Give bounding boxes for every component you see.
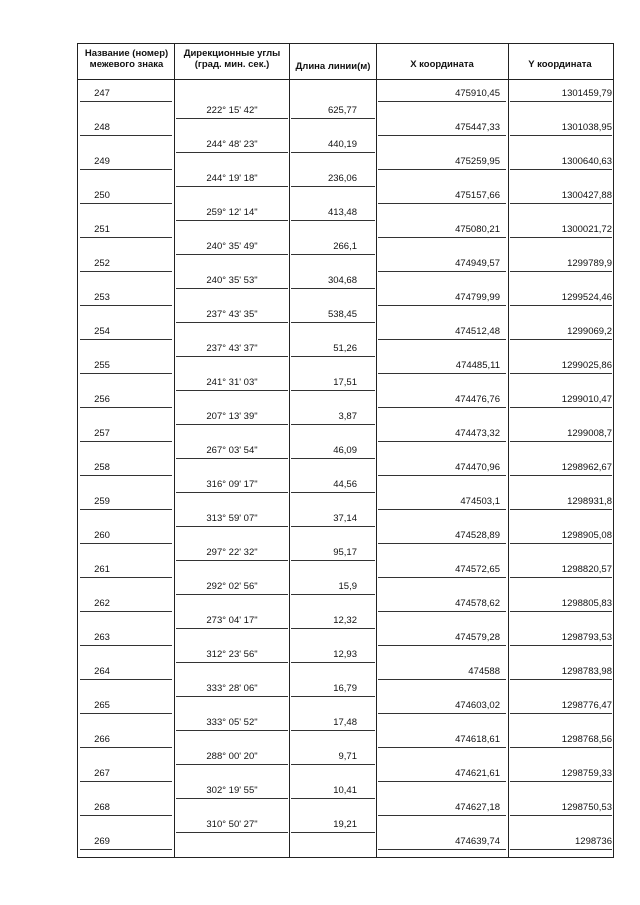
row-underline: [378, 781, 506, 782]
direction-angle: 244° 48' 23": [206, 139, 258, 150]
header-mark-name: Название (номер) межевого знака: [84, 48, 169, 70]
line-length: 625,77: [327, 105, 357, 116]
segment-underline: [291, 152, 375, 153]
x-coordinate: 475080,21: [455, 224, 500, 235]
mark-number: 266: [94, 734, 110, 745]
x-coordinate: 474503,1: [460, 496, 500, 507]
y-coordinate: 1298820,57: [561, 564, 612, 575]
line-length: 17,48: [333, 717, 357, 728]
segment-underline: [291, 696, 375, 697]
x-coordinate: 474470,96: [455, 462, 500, 473]
mark-number: 254: [94, 326, 110, 337]
row-underline: [80, 407, 172, 408]
row-underline: [378, 373, 506, 374]
segment-underline: [176, 390, 288, 391]
row-underline: [510, 339, 612, 340]
y-coordinate: 1300640,63: [561, 156, 612, 167]
row-underline: [510, 611, 612, 612]
row-underline: [378, 679, 506, 680]
y-coordinate: 1299789,9: [567, 258, 612, 269]
segment-underline: [176, 152, 288, 153]
row-underline: [510, 509, 612, 510]
x-coordinate: 474603,02: [455, 700, 500, 711]
mark-number: 255: [94, 360, 110, 371]
y-coordinate: 1300021,72: [561, 224, 612, 235]
row-underline: [378, 339, 506, 340]
segment-underline: [176, 696, 288, 697]
x-coordinate: 474627,18: [455, 802, 500, 813]
row-underline: [80, 135, 172, 136]
line-length: 51,26: [333, 343, 357, 354]
x-coordinate: 474588: [468, 666, 500, 677]
mark-number: 256: [94, 394, 110, 405]
y-coordinate: 1298793,53: [561, 632, 612, 643]
row-underline: [378, 509, 506, 510]
row-underline: [80, 237, 172, 238]
y-coordinate: 1298768,56: [561, 734, 612, 745]
row-underline: [378, 441, 506, 442]
line-length: 413,48: [327, 207, 357, 218]
direction-angle: 333° 05' 52": [206, 717, 258, 728]
mark-number: 257: [94, 428, 110, 439]
x-coordinate: 474621,61: [455, 768, 500, 779]
table-bottom-border: [77, 857, 614, 858]
mark-number: 250: [94, 190, 110, 201]
x-coordinate: 474473,32: [455, 428, 500, 439]
table-vline: [376, 43, 377, 857]
x-coordinate: 474485,11: [455, 360, 500, 371]
direction-angle: 288° 00' 20": [206, 751, 258, 762]
row-underline: [510, 577, 612, 578]
header-y-coordinate: Y координата: [528, 59, 592, 70]
segment-underline: [291, 322, 375, 323]
mark-number: 261: [94, 564, 110, 575]
direction-angle: 313° 59' 07": [206, 513, 258, 524]
y-coordinate: 1298931,8: [567, 496, 612, 507]
row-underline: [80, 475, 172, 476]
row-underline: [80, 849, 172, 850]
x-coordinate: 474512,48: [455, 326, 500, 337]
row-underline: [378, 577, 506, 578]
y-coordinate: 1299010,47: [561, 394, 612, 405]
line-length: 19,21: [333, 819, 357, 830]
table-vline: [508, 43, 509, 857]
row-underline: [80, 679, 172, 680]
mark-number: 267: [94, 768, 110, 779]
direction-angle: 312° 23' 56": [206, 649, 258, 660]
segment-underline: [291, 526, 375, 527]
line-length: 37,14: [333, 513, 357, 524]
row-underline: [510, 645, 612, 646]
table-vline: [289, 43, 290, 857]
mark-number: 263: [94, 632, 110, 643]
row-underline: [378, 135, 506, 136]
row-underline: [510, 475, 612, 476]
segment-underline: [176, 730, 288, 731]
segment-underline: [176, 356, 288, 357]
line-length: 266,1: [333, 241, 357, 252]
y-coordinate: 1298776,47: [561, 700, 612, 711]
x-coordinate: 474579,28: [455, 632, 500, 643]
x-coordinate: 475910,45: [455, 88, 500, 99]
segment-underline: [176, 798, 288, 799]
row-underline: [378, 849, 506, 850]
y-coordinate: 1298962,67: [561, 462, 612, 473]
row-underline: [80, 509, 172, 510]
segment-underline: [291, 594, 375, 595]
row-underline: [80, 543, 172, 544]
row-underline: [378, 271, 506, 272]
x-coordinate: 474572,65: [455, 564, 500, 575]
y-coordinate: 1298736: [575, 836, 612, 847]
mark-number: 248: [94, 122, 110, 133]
row-underline: [80, 169, 172, 170]
row-underline: [510, 543, 612, 544]
segment-underline: [176, 764, 288, 765]
mark-number: 268: [94, 802, 110, 813]
row-underline: [80, 203, 172, 204]
y-coordinate: 1301459,79: [561, 88, 612, 99]
segment-underline: [176, 560, 288, 561]
header-x-coordinate: X координата: [410, 59, 474, 70]
x-coordinate: 475447,33: [455, 122, 500, 133]
row-underline: [510, 441, 612, 442]
row-underline: [378, 203, 506, 204]
table-vline: [613, 43, 614, 857]
row-underline: [378, 101, 506, 102]
direction-angle: 273° 04' 17": [206, 615, 258, 626]
segment-underline: [176, 526, 288, 527]
line-length: 3,87: [338, 411, 357, 422]
row-underline: [510, 747, 612, 748]
x-coordinate: 475259,95: [455, 156, 500, 167]
row-underline: [378, 815, 506, 816]
x-coordinate: 474476,76: [455, 394, 500, 405]
row-underline: [378, 169, 506, 170]
row-underline: [378, 237, 506, 238]
line-length: 12,32: [333, 615, 357, 626]
row-underline: [378, 747, 506, 748]
segment-underline: [176, 186, 288, 187]
line-length: 17,51: [333, 377, 357, 388]
segment-underline: [291, 424, 375, 425]
row-underline: [510, 713, 612, 714]
row-underline: [378, 645, 506, 646]
row-underline: [80, 373, 172, 374]
row-underline: [510, 373, 612, 374]
direction-angle: 237° 43' 35": [206, 309, 258, 320]
row-underline: [80, 781, 172, 782]
row-underline: [510, 305, 612, 306]
direction-angle: 237° 43' 37": [206, 343, 258, 354]
row-underline: [378, 475, 506, 476]
segment-underline: [291, 356, 375, 357]
y-coordinate: 1300427,88: [561, 190, 612, 201]
direction-angle: 267° 03' 54": [206, 445, 258, 456]
segment-underline: [176, 118, 288, 119]
segment-underline: [176, 220, 288, 221]
x-coordinate: 475157,66: [455, 190, 500, 201]
line-length: 440,19: [327, 139, 357, 150]
segment-underline: [176, 662, 288, 663]
segment-underline: [291, 118, 375, 119]
row-underline: [510, 169, 612, 170]
line-length: 46,09: [333, 445, 357, 456]
segment-underline: [291, 560, 375, 561]
header-direction-angle: Дирекционные углы (град. мин. сек.): [183, 48, 281, 70]
row-underline: [510, 135, 612, 136]
direction-angle: 222° 15' 42": [206, 105, 258, 116]
row-underline: [510, 101, 612, 102]
direction-angle: 207° 13' 39": [206, 411, 258, 422]
y-coordinate: 1299069,2: [567, 326, 612, 337]
segment-underline: [291, 798, 375, 799]
segment-underline: [291, 220, 375, 221]
segment-underline: [176, 594, 288, 595]
y-coordinate: 1298750,53: [561, 802, 612, 813]
x-coordinate: 474618,61: [455, 734, 500, 745]
x-coordinate: 474639,74: [455, 836, 500, 847]
row-underline: [80, 441, 172, 442]
x-coordinate: 474578,62: [455, 598, 500, 609]
row-underline: [510, 815, 612, 816]
row-underline: [80, 339, 172, 340]
x-coordinate: 474799,99: [455, 292, 500, 303]
segment-underline: [291, 832, 375, 833]
line-length: 12,93: [333, 649, 357, 660]
segment-underline: [176, 492, 288, 493]
direction-angle: 292° 02' 56": [206, 581, 258, 592]
row-underline: [80, 611, 172, 612]
row-underline: [510, 679, 612, 680]
row-underline: [378, 713, 506, 714]
direction-angle: 333° 28' 06": [206, 683, 258, 694]
segment-underline: [176, 288, 288, 289]
segment-underline: [291, 628, 375, 629]
x-coordinate: 474528,89: [455, 530, 500, 541]
y-coordinate: 1299008,7: [567, 428, 612, 439]
table-vline: [174, 43, 175, 857]
segment-underline: [176, 254, 288, 255]
direction-angle: 310° 50' 27": [206, 819, 258, 830]
line-length: 304,68: [327, 275, 357, 286]
mark-number: 262: [94, 598, 110, 609]
y-coordinate: 1299524,46: [561, 292, 612, 303]
mark-number: 265: [94, 700, 110, 711]
direction-angle: 259° 12' 14": [206, 207, 258, 218]
line-length: 236,06: [327, 173, 357, 184]
line-length: 95,17: [333, 547, 357, 558]
mark-number: 269: [94, 836, 110, 847]
row-underline: [80, 271, 172, 272]
row-underline: [80, 577, 172, 578]
table-top-border: [77, 43, 614, 44]
y-coordinate: 1298783,98: [561, 666, 612, 677]
row-underline: [510, 849, 612, 850]
row-underline: [510, 203, 612, 204]
row-underline: [80, 815, 172, 816]
segment-underline: [291, 288, 375, 289]
segment-underline: [176, 424, 288, 425]
y-coordinate: 1298805,83: [561, 598, 612, 609]
row-underline: [378, 305, 506, 306]
segment-underline: [291, 662, 375, 663]
segment-underline: [176, 458, 288, 459]
line-length: 9,71: [338, 751, 357, 762]
row-underline: [80, 101, 172, 102]
mark-number: 264: [94, 666, 110, 677]
line-length: 15,9: [338, 581, 357, 592]
mark-number: 253: [94, 292, 110, 303]
table-vline: [77, 43, 78, 857]
y-coordinate: 1301038,95: [561, 122, 612, 133]
row-underline: [378, 543, 506, 544]
direction-angle: 316° 09' 17": [206, 479, 258, 490]
row-underline: [510, 237, 612, 238]
line-length: 538,45: [327, 309, 357, 320]
row-underline: [510, 407, 612, 408]
line-length: 44,56: [333, 479, 357, 490]
segment-underline: [291, 730, 375, 731]
segment-underline: [291, 764, 375, 765]
row-underline: [378, 611, 506, 612]
mark-number: 252: [94, 258, 110, 269]
y-coordinate: 1299025,86: [561, 360, 612, 371]
line-length: 10,41: [333, 785, 357, 796]
segment-underline: [291, 458, 375, 459]
row-underline: [80, 713, 172, 714]
direction-angle: 297° 22' 32": [206, 547, 258, 558]
header-line-length: Длина линии(м): [295, 61, 371, 72]
segment-underline: [291, 254, 375, 255]
direction-angle: 241° 31' 03": [206, 377, 258, 388]
segment-underline: [176, 628, 288, 629]
table-header-border: [77, 79, 614, 80]
segment-underline: [176, 322, 288, 323]
segment-underline: [291, 390, 375, 391]
mark-number: 259: [94, 496, 110, 507]
segment-underline: [291, 492, 375, 493]
direction-angle: 240° 35' 49": [206, 241, 258, 252]
line-length: 16,79: [333, 683, 357, 694]
segment-underline: [291, 186, 375, 187]
segment-underline: [176, 832, 288, 833]
row-underline: [80, 645, 172, 646]
row-underline: [510, 781, 612, 782]
row-underline: [80, 747, 172, 748]
direction-angle: 302° 19' 55": [206, 785, 258, 796]
row-underline: [510, 271, 612, 272]
direction-angle: 240° 35' 53": [206, 275, 258, 286]
direction-angle: 244° 19' 18": [206, 173, 258, 184]
mark-number: 260: [94, 530, 110, 541]
x-coordinate: 474949,57: [455, 258, 500, 269]
mark-number: 258: [94, 462, 110, 473]
mark-number: 249: [94, 156, 110, 167]
mark-number: 247: [94, 88, 110, 99]
y-coordinate: 1298759,33: [561, 768, 612, 779]
row-underline: [80, 305, 172, 306]
row-underline: [378, 407, 506, 408]
mark-number: 251: [94, 224, 110, 235]
y-coordinate: 1298905,08: [561, 530, 612, 541]
